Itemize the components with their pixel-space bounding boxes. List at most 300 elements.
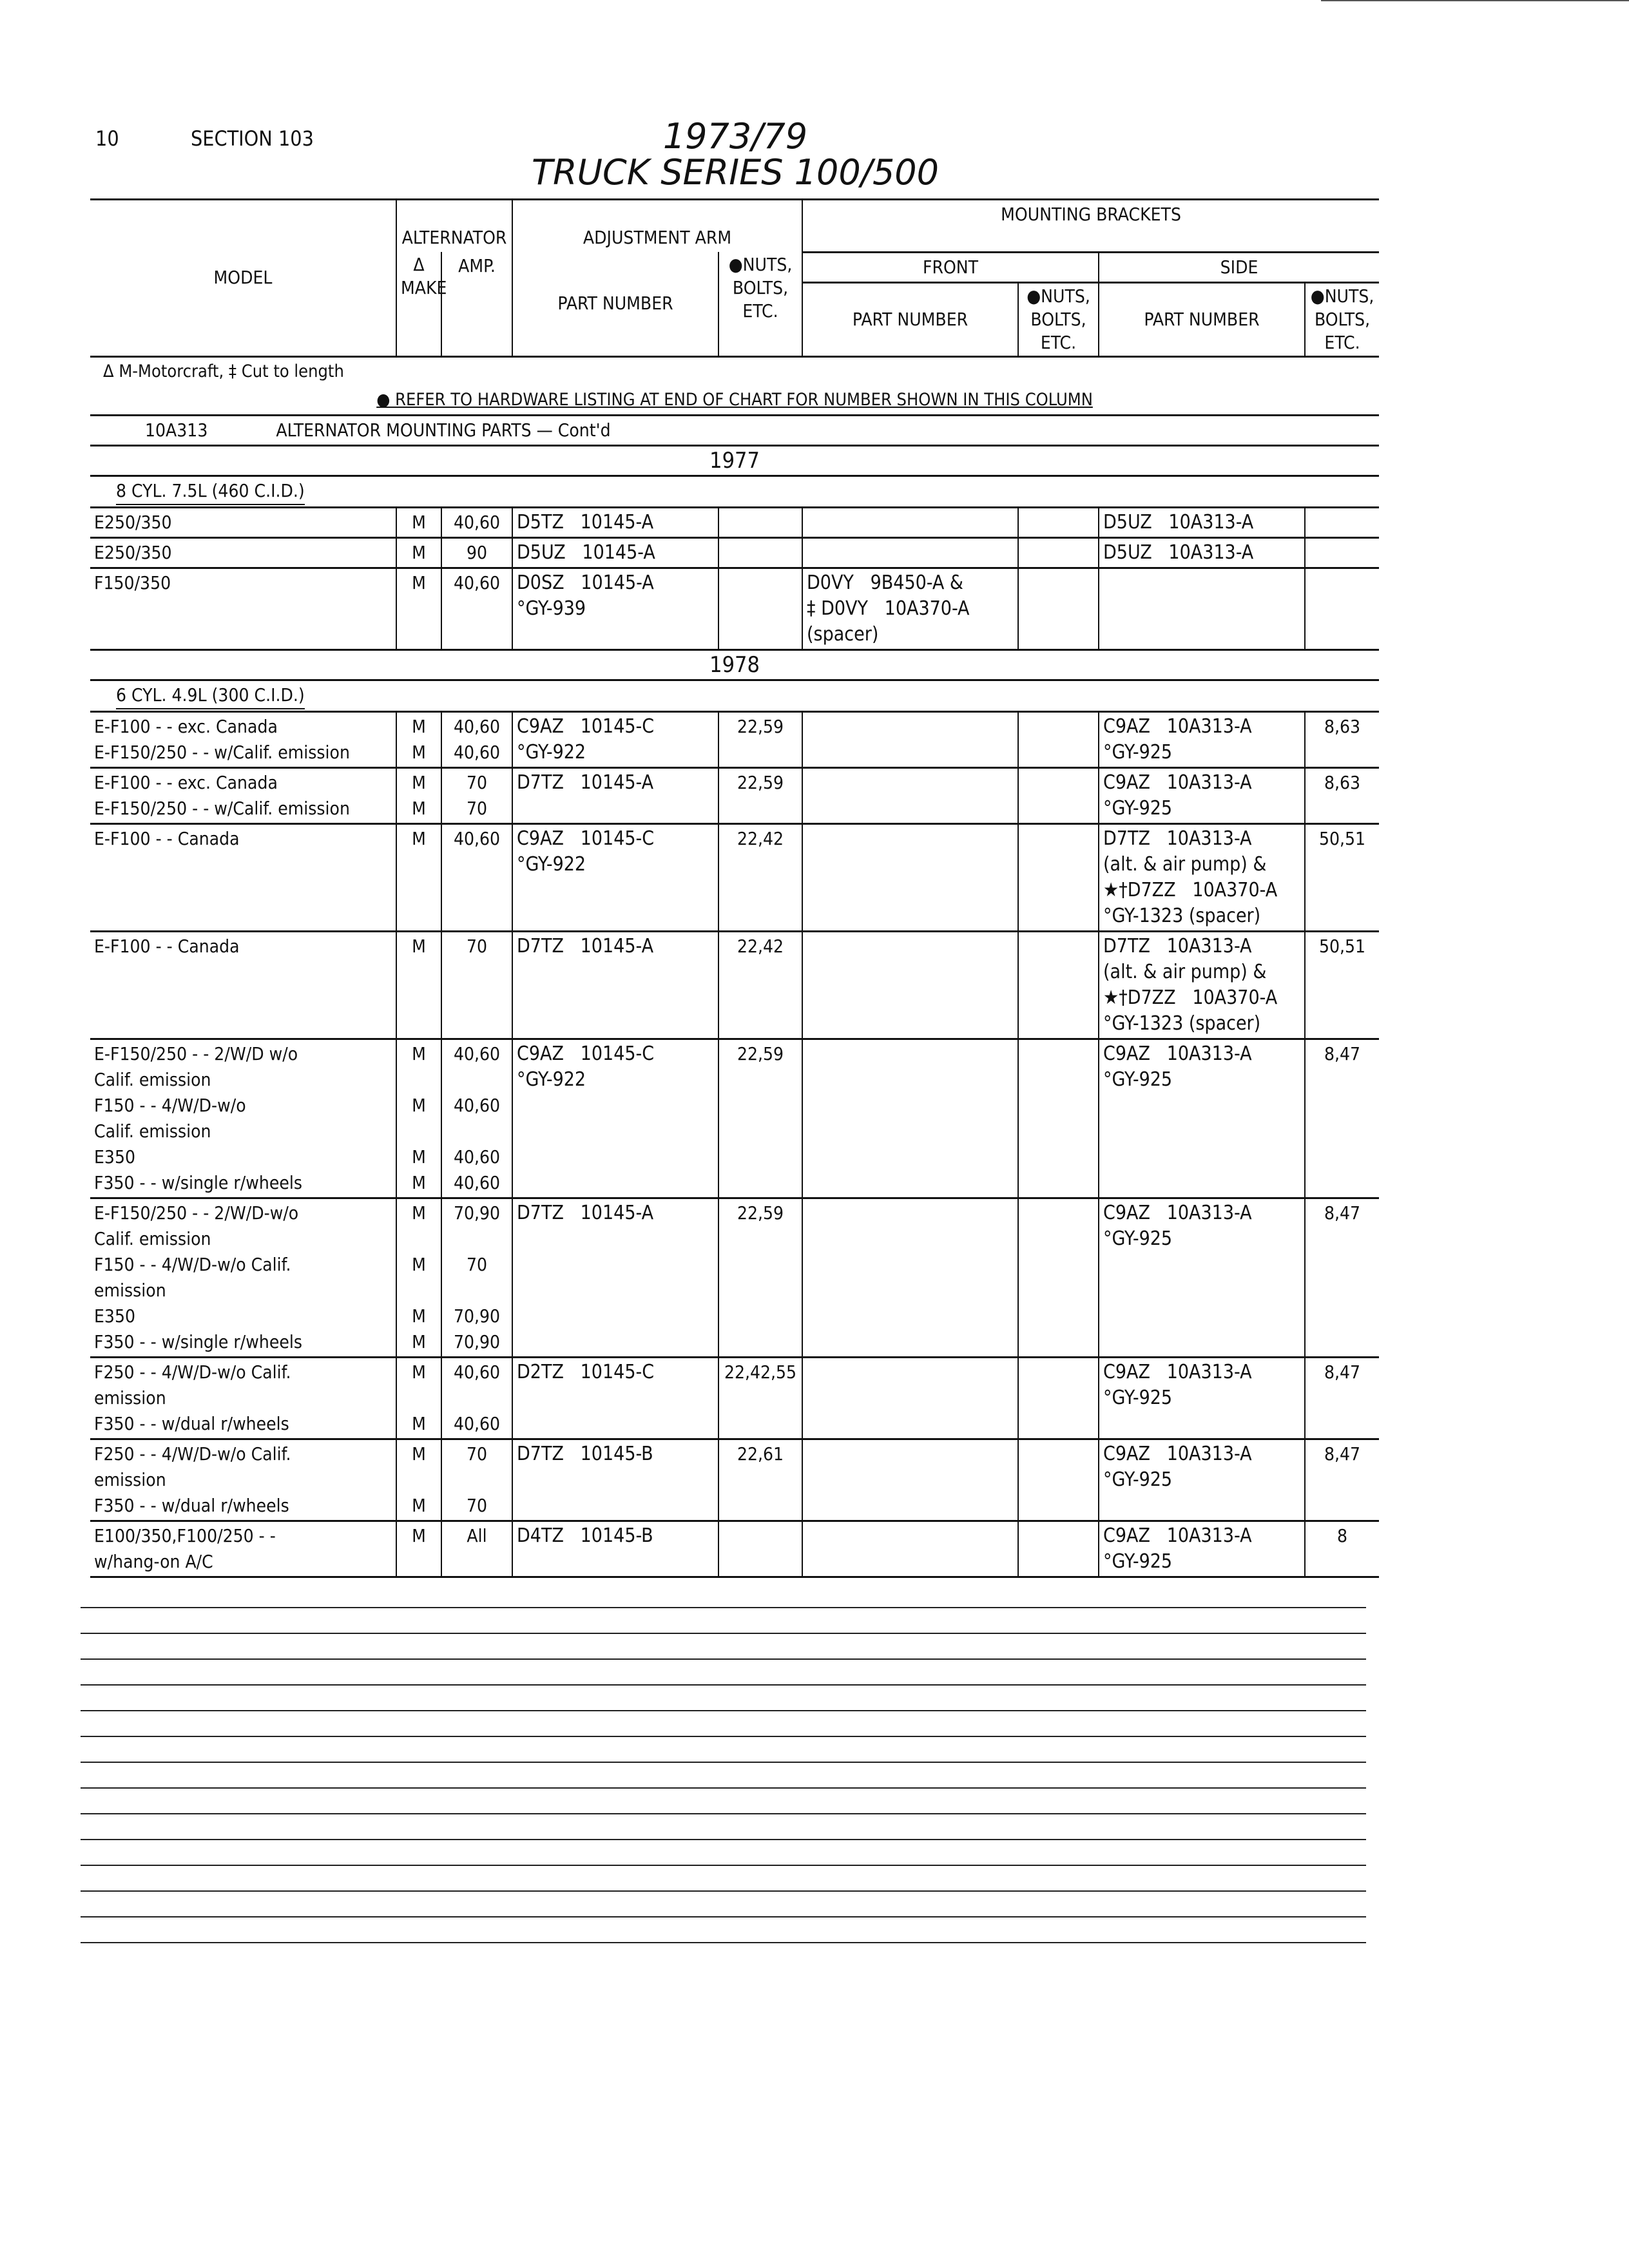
cell-line: E250/350	[94, 541, 172, 563]
table-body	[90, 356, 1379, 1577]
table-row	[90, 1198, 1379, 1357]
cell-line: E100/350,F100/250 - -	[94, 1524, 276, 1546]
cell-line: °GY-925	[1103, 740, 1173, 764]
cell-line: 70	[466, 1443, 488, 1465]
ruled-line	[81, 1736, 1366, 1737]
cell-line: F150 - - 4/W/D-w/o	[94, 1094, 246, 1116]
ruled-line	[81, 1890, 1366, 1892]
col-mounting-brackets: MOUNTING BRACKETS	[802, 200, 1379, 253]
cell-line: M	[412, 1253, 426, 1275]
make-cell	[396, 1198, 441, 1357]
adj-part-cell	[512, 931, 718, 1039]
cell-line: D4TZ 10145-B	[517, 1524, 653, 1547]
cell-line: D0VY 9B450-A &	[807, 571, 963, 594]
adj-nuts-cell	[718, 537, 802, 568]
cell-line	[807, 1360, 1014, 1385]
cell-line: D7TZ 10A313-A	[1103, 934, 1252, 957]
cell-line: M	[412, 1202, 426, 1224]
cell-line: D7TZ 10145-A	[517, 771, 654, 794]
cell-line: M	[412, 1361, 426, 1383]
adj-part-cell	[512, 1521, 718, 1577]
front-nuts-cell	[1018, 1039, 1099, 1198]
front-part-cell	[802, 931, 1018, 1039]
table-row	[90, 568, 1379, 649]
table-row	[90, 537, 1379, 568]
cell-line: emission	[94, 1279, 166, 1301]
cell-line	[1023, 770, 1094, 796]
cell-line: D5UZ 10A313-A	[1103, 510, 1254, 533]
cell-line: (alt. & air pump) &	[1103, 960, 1267, 983]
cell-line: °GY-925	[1103, 1550, 1173, 1573]
model-cell	[90, 1039, 396, 1198]
cell-line	[1023, 934, 1094, 959]
amp-cell	[441, 1198, 512, 1357]
cell-line: Calif. emission	[94, 1227, 211, 1249]
cell-line	[807, 1441, 1014, 1467]
side-nuts-cell	[1305, 507, 1379, 537]
amp-cell	[441, 1039, 512, 1198]
cell-line: E-F100 - - Canada	[94, 827, 240, 849]
cell-line	[807, 934, 1014, 959]
cell-line: ★†D7ZZ 10A370-A	[1103, 986, 1278, 1009]
make-cell	[396, 568, 441, 649]
adj-nuts-cell	[718, 1198, 802, 1357]
front-part-cell	[802, 711, 1018, 767]
cell-line: D2TZ 10145-C	[517, 1360, 655, 1383]
cell-line: 40,60	[453, 827, 501, 849]
cell-line: 40,60	[453, 1171, 501, 1193]
engine-label: 6 CYL. 4.9L (300 C.I.D.)	[116, 682, 305, 709]
side-nuts-cell	[1305, 1521, 1379, 1577]
adj-nuts-cell	[718, 767, 802, 823]
make-cell	[396, 1039, 441, 1198]
amp-cell	[441, 1439, 512, 1521]
cell-line: 22,42	[737, 935, 784, 957]
cell-line	[807, 1200, 1014, 1226]
cell-line: 8,47	[1324, 1202, 1361, 1224]
cell-line: °GY-925	[1103, 1386, 1173, 1409]
cell-line: Calif. emission	[94, 1068, 211, 1090]
cell-line: °GY-922	[517, 852, 586, 876]
cell-line: 40,60	[453, 1412, 501, 1434]
cell-line: E-F150/250 - - 2/W/D w/o	[94, 1043, 298, 1064]
amp-cell	[441, 1521, 512, 1577]
cell-line: E-F100 - - exc. Canada	[94, 715, 278, 737]
make-cell	[396, 767, 441, 823]
cell-line	[446, 1119, 508, 1144]
side-part-cell	[1099, 931, 1305, 1039]
cell-line: M	[412, 1494, 426, 1516]
adj-nuts-cell	[718, 1439, 802, 1521]
cell-line	[1023, 1523, 1094, 1549]
front-part-cell	[802, 823, 1018, 931]
cell-line: Calif. emission	[94, 1120, 211, 1142]
side-part-cell	[1099, 507, 1305, 537]
cell-line: 70	[466, 797, 488, 819]
table-row	[90, 823, 1379, 931]
side-part-cell	[1099, 711, 1305, 767]
cell-line	[401, 1467, 437, 1493]
col-front-part-number: PART NUMBER	[802, 282, 1018, 356]
cell-line	[1023, 714, 1094, 740]
cell-line: 40,60	[453, 715, 501, 737]
make-cell	[396, 1357, 441, 1439]
cell-line: °GY-922	[517, 740, 586, 764]
cell-line	[807, 1523, 1014, 1549]
ruled-line	[81, 1865, 1366, 1866]
cell-line: 22,59	[737, 771, 784, 793]
side-nuts-cell	[1305, 1439, 1379, 1521]
front-part-cell	[802, 507, 1018, 537]
side-part-cell	[1099, 1198, 1305, 1357]
table-row	[90, 1521, 1379, 1577]
front-part-cell	[802, 767, 1018, 823]
cell-line: 40,60	[453, 741, 501, 763]
cell-line: M	[412, 541, 426, 563]
top-edge-rule	[1321, 0, 1629, 1]
make-cell	[396, 1521, 441, 1577]
adj-part-cell	[512, 823, 718, 931]
side-part-cell	[1099, 767, 1305, 823]
cell-line: D5TZ 10145-A	[517, 510, 654, 533]
cell-line	[94, 622, 392, 648]
side-nuts-cell	[1305, 1039, 1379, 1198]
cell-line: 8,63	[1324, 771, 1361, 793]
cell-line: M	[412, 1305, 426, 1327]
cell-line: M	[412, 1171, 426, 1193]
cell-line: (spacer)	[807, 622, 879, 646]
col-front-nuts: ●NUTS, BOLTS, ETC.	[1018, 282, 1099, 356]
col-front: FRONT	[802, 252, 1099, 282]
model-cell	[90, 537, 396, 568]
amp-cell	[441, 507, 512, 537]
table-row	[90, 1039, 1379, 1198]
front-part-cell	[802, 568, 1018, 649]
cell-line: 8,63	[1324, 715, 1361, 737]
cell-line: D7TZ 10145-A	[517, 934, 654, 957]
front-nuts-cell	[1018, 711, 1099, 767]
col-adjustment-arm: ADJUSTMENT ARM	[512, 200, 802, 253]
model-cell	[90, 1198, 396, 1357]
cell-line	[94, 878, 392, 903]
cell-line	[401, 1226, 437, 1252]
cell-line: 22,59	[737, 1043, 784, 1064]
cell-line: M	[412, 1094, 426, 1116]
group-title: ALTERNATOR MOUNTING PARTS — Cont'd	[276, 419, 611, 441]
ruled-line	[81, 1839, 1366, 1840]
adj-nuts-cell	[718, 1039, 802, 1198]
ruled-line	[81, 1607, 1366, 1608]
col-model: MODEL	[213, 267, 273, 289]
table-row	[90, 931, 1379, 1039]
adj-nuts-cell	[718, 1357, 802, 1439]
cell-line: E-F150/250 - - 2/W/D-w/o	[94, 1202, 299, 1224]
cell-line	[807, 1041, 1014, 1067]
cell-line	[94, 596, 392, 622]
cell-line: D7TZ 10A313-A	[1103, 827, 1252, 850]
cell-line: E-F100 - - Canada	[94, 935, 240, 957]
section-label: SECTION 103	[191, 126, 314, 151]
ruled-line	[81, 1710, 1366, 1711]
cell-line: All	[467, 1524, 487, 1546]
cell-line: E250/350	[94, 511, 172, 533]
amp-cell	[441, 711, 512, 767]
cell-line	[401, 1385, 437, 1411]
side-part-cell	[1099, 1439, 1305, 1521]
adj-part-cell	[512, 507, 718, 537]
cell-line	[1023, 570, 1094, 596]
amp-cell	[441, 568, 512, 649]
cell-line: 22,59	[737, 715, 784, 737]
side-nuts-cell	[1305, 711, 1379, 767]
cell-line: C9AZ 10145-C	[517, 1042, 655, 1065]
side-part-cell	[1099, 1357, 1305, 1439]
cell-line: M	[412, 827, 426, 849]
cell-line: 70	[466, 771, 488, 793]
cell-line: F150 - - 4/W/D-w/o Calif.	[94, 1253, 291, 1275]
cell-line: 22,61	[737, 1443, 784, 1465]
cell-line: F350 - - w/single r/wheels	[94, 1331, 302, 1352]
front-nuts-cell	[1018, 537, 1099, 568]
cell-line: 8,47	[1324, 1043, 1361, 1064]
cell-line	[1023, 1360, 1094, 1385]
model-cell	[90, 507, 396, 537]
ruled-line	[81, 1633, 1366, 1634]
cell-line	[94, 1011, 392, 1037]
make-cell	[396, 931, 441, 1039]
cell-line: M	[412, 797, 426, 819]
cell-line: M	[412, 1443, 426, 1465]
ruled-line	[81, 1916, 1366, 1917]
front-part-cell	[802, 1198, 1018, 1357]
cell-line: °GY-922	[517, 1068, 586, 1091]
cell-line	[723, 1523, 798, 1549]
cell-line: C9AZ 10A313-A	[1103, 1360, 1252, 1383]
cell-line	[401, 1067, 437, 1093]
amp-cell	[441, 537, 512, 568]
parts-table	[90, 198, 1379, 1578]
cell-line	[723, 540, 798, 566]
cell-line	[807, 826, 1014, 852]
cell-line: 40,60	[453, 1361, 501, 1383]
cell-line	[1023, 510, 1094, 535]
adj-part-cell	[512, 1357, 718, 1439]
ruled-line	[81, 1684, 1366, 1686]
cell-line: M	[412, 1043, 426, 1064]
front-nuts-cell	[1018, 931, 1099, 1039]
front-nuts-cell	[1018, 1198, 1099, 1357]
section-year: 1977	[709, 447, 760, 474]
make-cell	[396, 711, 441, 767]
cell-line: 70,90	[453, 1305, 501, 1327]
table-row	[90, 711, 1379, 767]
cell-line	[94, 959, 392, 985]
cell-line: F350 - - w/dual r/wheels	[94, 1494, 289, 1516]
cell-line: M	[412, 935, 426, 957]
side-nuts-cell	[1305, 537, 1379, 568]
cell-line: 8,47	[1324, 1361, 1361, 1383]
front-nuts-cell	[1018, 568, 1099, 649]
adj-nuts-cell	[718, 1521, 802, 1577]
page-number: 10	[95, 126, 119, 151]
cell-line: M	[412, 1412, 426, 1434]
cell-line: w/hang-on A/C	[94, 1550, 213, 1572]
model-cell	[90, 711, 396, 767]
cell-line: D7TZ 10145-B	[517, 1442, 653, 1465]
make-cell	[396, 537, 441, 568]
adj-part-cell	[512, 568, 718, 649]
cell-line: C9AZ 10A313-A	[1103, 1201, 1252, 1224]
cell-line: °GY-939	[517, 597, 586, 620]
cell-line: M	[412, 1524, 426, 1546]
cell-line: M	[412, 1331, 426, 1352]
cell-line: E-F150/250 - - w/Calif. emission	[94, 797, 350, 819]
section-year: 1978	[709, 651, 760, 678]
cell-line	[807, 770, 1014, 796]
cell-line: 40,60	[453, 572, 501, 593]
adj-part-cell	[512, 1198, 718, 1357]
cell-line	[1309, 540, 1375, 566]
cell-line	[723, 570, 798, 596]
cell-line	[1023, 1200, 1094, 1226]
cell-line: M	[412, 715, 426, 737]
cell-line	[446, 1067, 508, 1093]
side-nuts-cell	[1305, 931, 1379, 1039]
front-nuts-cell	[1018, 1521, 1099, 1577]
cell-line: M	[412, 572, 426, 593]
cell-line: °GY-925	[1103, 1068, 1173, 1091]
cell-line: °GY-925	[1103, 1468, 1173, 1491]
cell-line: 8,47	[1324, 1443, 1361, 1465]
cell-line	[1309, 570, 1375, 596]
col-alternator: ALTERNATOR	[396, 200, 512, 253]
cell-line: F150/350	[94, 572, 171, 593]
front-nuts-cell	[1018, 1357, 1099, 1439]
make-cell	[396, 823, 441, 931]
front-nuts-cell	[1018, 507, 1099, 537]
title-years: 1973/79	[662, 116, 808, 157]
adj-nuts-cell	[718, 823, 802, 931]
cell-line	[446, 1385, 508, 1411]
cell-line	[1309, 510, 1375, 535]
front-nuts-cell	[1018, 823, 1099, 931]
adj-part-cell	[512, 767, 718, 823]
adj-part-cell	[512, 537, 718, 568]
adj-nuts-cell	[718, 711, 802, 767]
cell-line	[94, 985, 392, 1011]
ruled-line	[81, 1762, 1366, 1763]
ruled-line	[81, 1942, 1366, 1943]
ruled-line	[81, 1813, 1366, 1814]
side-nuts-cell	[1305, 1357, 1379, 1439]
cell-line: E350	[94, 1146, 135, 1168]
cell-line: E350	[94, 1305, 135, 1327]
model-cell	[90, 823, 396, 931]
adj-nuts-cell	[718, 568, 802, 649]
amp-cell	[441, 1357, 512, 1439]
cell-line: M	[412, 771, 426, 793]
cell-line: °GY-925	[1103, 796, 1173, 820]
cell-line: M	[412, 511, 426, 533]
cell-line: F350 - - w/dual r/wheels	[94, 1412, 289, 1434]
front-part-cell	[802, 537, 1018, 568]
cell-line: 70,90	[453, 1331, 501, 1352]
ruled-line	[81, 1787, 1366, 1789]
table-row	[90, 1439, 1379, 1521]
cell-line: 22,42,55	[724, 1361, 797, 1383]
col-side-nuts: ●NUTS, BOLTS, ETC.	[1305, 282, 1379, 356]
table-row	[90, 767, 1379, 823]
amp-cell	[441, 823, 512, 931]
make-cell	[396, 1439, 441, 1521]
cell-line: 50,51	[1318, 935, 1366, 957]
cell-line: ★†D7ZZ 10A370-A	[1103, 878, 1278, 901]
side-nuts-cell	[1305, 1198, 1379, 1357]
cell-line: E-F150/250 - - w/Calif. emission	[94, 741, 350, 763]
legend-note: Δ M-Motorcraft, ‡ Cut to length	[103, 361, 344, 381]
model-cell	[90, 1439, 396, 1521]
col-adj-part-number: PART NUMBER	[512, 252, 718, 356]
cell-line: F250 - - 4/W/D-w/o Calif.	[94, 1361, 291, 1383]
cell-line	[401, 1119, 437, 1144]
model-cell	[90, 931, 396, 1039]
amp-cell	[441, 767, 512, 823]
side-part-cell	[1099, 1521, 1305, 1577]
cell-line	[807, 510, 1014, 535]
cell-line	[1023, 826, 1094, 852]
cell-line	[1023, 540, 1094, 566]
col-delta: Δ	[413, 254, 425, 275]
cell-line: M	[412, 741, 426, 763]
cell-line: 40,60	[453, 511, 501, 533]
adj-nuts-cell	[718, 507, 802, 537]
model-cell	[90, 1357, 396, 1439]
cell-line: C9AZ 10A313-A	[1103, 771, 1252, 794]
cell-line: E-F100 - - exc. Canada	[94, 771, 278, 793]
cell-line: M	[412, 1146, 426, 1168]
cell-line: 70	[466, 1494, 488, 1516]
cell-line	[1103, 570, 1300, 596]
cell-line: D5UZ 10145-A	[517, 541, 655, 564]
col-side-part-number: PART NUMBER	[1099, 282, 1305, 356]
title-series: TRUCK SERIES 100/500	[531, 152, 940, 193]
cell-line: 50,51	[1318, 827, 1366, 849]
side-part-cell	[1099, 1039, 1305, 1198]
cell-line: 70	[466, 935, 488, 957]
model-cell	[90, 568, 396, 649]
cell-line	[446, 1278, 508, 1303]
cell-line: emission	[94, 1387, 166, 1408]
front-part-cell	[802, 1357, 1018, 1439]
col-side: SIDE	[1099, 252, 1379, 282]
cell-line: 70	[466, 1253, 488, 1275]
cell-line: C9AZ 10145-C	[517, 715, 655, 738]
cell-line	[807, 540, 1014, 566]
cell-line: D0SZ 10145-A	[517, 571, 654, 594]
table-row	[90, 507, 1379, 537]
cell-line: ‡ D0VY 10A370-A	[807, 597, 970, 620]
col-amp: AMP.	[441, 252, 512, 356]
make-cell	[396, 507, 441, 537]
adj-nuts-cell	[718, 931, 802, 1039]
cell-line: 8	[1337, 1524, 1348, 1546]
cell-line: 40,60	[453, 1094, 501, 1116]
cell-line	[723, 510, 798, 535]
front-part-cell	[802, 1439, 1018, 1521]
cell-line	[94, 852, 392, 878]
table-row	[90, 1357, 1379, 1439]
cell-line: °GY-1323 (spacer)	[1103, 904, 1261, 927]
